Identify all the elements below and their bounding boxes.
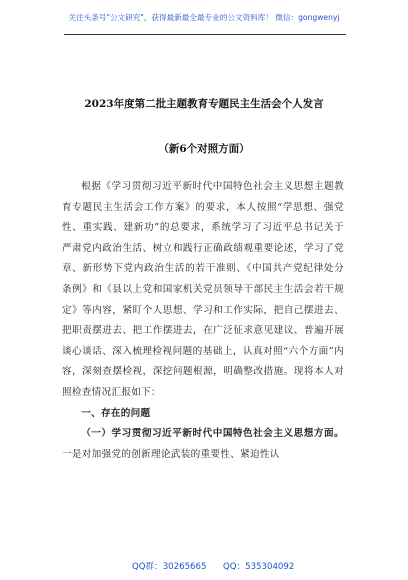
qq-group-number: QQ群：30265665 bbox=[132, 562, 207, 572]
subsection-heading: （一）学习贯彻习近平新时代中国特色社会主义思想方面。 bbox=[81, 428, 344, 440]
section-heading: 一、存在的问题 bbox=[81, 407, 151, 419]
document-title: 2023年度第二批主题教育专题民主生活会个人发言 bbox=[84, 98, 324, 110]
document-subtitle: （新6个对照方面） bbox=[158, 143, 250, 155]
header-note: 关注头条号"公文研究"，获得最新最全最专业的公文资料库！ 微信：gongwenyj bbox=[68, 13, 340, 22]
qq-contact-number: QQ：535304092 bbox=[223, 562, 295, 572]
header-divider bbox=[64, 34, 346, 35]
subsection-paragraph bbox=[62, 424, 344, 465]
document-body bbox=[62, 177, 344, 465]
intro-paragraph: 根据《学习贯彻习近平新时代中国特色社会主义思想主题教育专题民主生活会工作方案》的要求，本人按照“学思想、强党性、重实践、建新功”的总要求，系统学习了习近平总书记关于严肃党内政治生活、树立和践行正确政绩观重要论述，学习了党章、新形势下党内政治生活的若干准则、《中国共产党纪律处分条例》和《县以上党和国家机关党员领导干部民主生活会若干规定》等内容，紧盯个人思想、学习和工作实际，把自己摆进去、把职责摆进去、把工作摆进去，在广泛征求意见建议、普遍开展谈心谈话、深入梳理检视问题的基础上，认真对照“六个方面”内容，深刻查摆检视，深挖问题根源，明确整改措施。现将本人对照检查情况汇报如下： bbox=[62, 181, 344, 398]
subsection-text: 一是对加强党的创新理论武装的重要性、紧迫性认 bbox=[62, 448, 280, 460]
